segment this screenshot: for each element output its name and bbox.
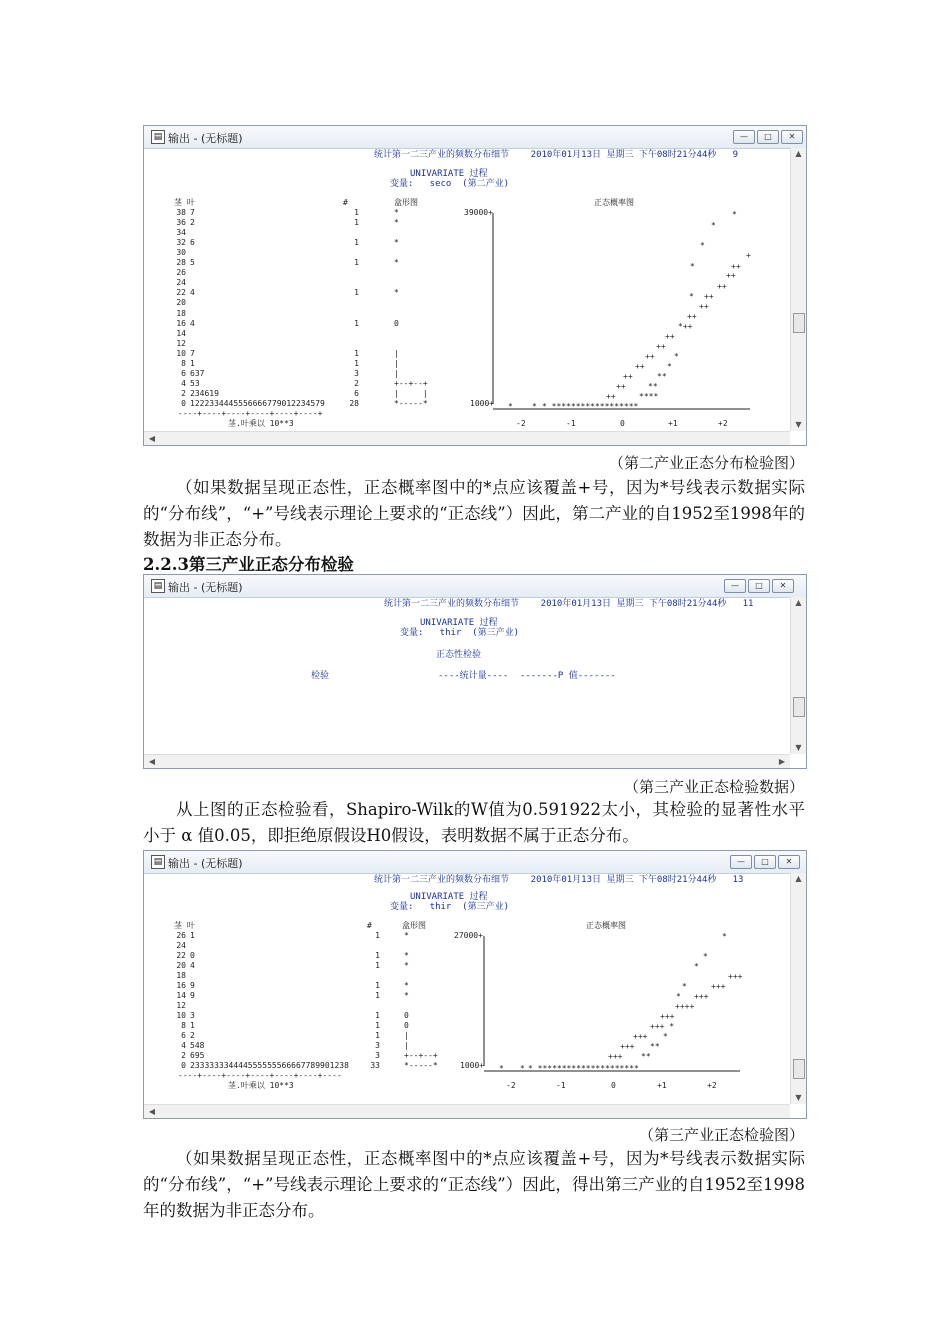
minimize-button[interactable]: — <box>724 579 746 593</box>
normal-reference-point: +++ <box>620 1042 635 1051</box>
leaf-values: 637 <box>190 368 205 378</box>
count-value: 1 <box>375 991 380 1000</box>
scroll-up-icon[interactable]: ▲ <box>795 149 802 158</box>
count-header: # <box>343 198 348 207</box>
boxplot-glyph: | | <box>394 388 428 398</box>
normal-reference-point: ++ <box>687 312 697 321</box>
output-text-area[interactable] <box>148 873 790 1104</box>
boxplot-glyph: 0 <box>404 1011 409 1020</box>
normal-reference-point: ++ <box>665 332 675 341</box>
normal-reference-point: +++ <box>711 982 726 991</box>
figure-caption: （第三产业正态检验图） <box>638 1126 804 1144</box>
observed-point: * <box>663 1032 668 1041</box>
x-tick-label: 0 <box>620 419 625 428</box>
observed-point: * <box>694 962 699 971</box>
normality-test-title: 正态性检验 <box>436 650 482 660</box>
window-title: 输出 - (无标题) <box>168 132 243 145</box>
leaf-values: 233333334444555555566667789901238 <box>190 1061 349 1070</box>
variable-label: 变量: thir (第三产业) <box>390 902 510 912</box>
sas-output-window-2 <box>143 574 807 769</box>
leaf-values: 1 <box>190 1021 195 1030</box>
count-value: 1 <box>375 1031 380 1040</box>
boxplot-header: 盒形图 <box>402 921 426 930</box>
boxplot-glyph: * <box>404 931 409 940</box>
normal-reference-point: +++ * <box>650 1022 675 1031</box>
scroll-left-icon[interactable]: ◀ <box>148 434 156 443</box>
stem-value: 38 <box>176 208 186 217</box>
horizontal-scrollbar[interactable] <box>144 431 790 445</box>
scroll-thumb[interactable] <box>793 697 805 717</box>
count-value: 3 <box>354 368 359 378</box>
stem-value: 20 <box>176 298 186 308</box>
normal-reference-point: +++ <box>728 972 743 981</box>
x-tick-label: -1 <box>556 1081 566 1090</box>
procedure-name: UNIVARIATE 过程 <box>420 618 498 628</box>
stem-leaf-footer: 茎.叶乘以 10**3 <box>228 419 294 428</box>
sas-output-window-3 <box>143 850 807 1119</box>
observed-point: ** <box>657 372 667 381</box>
x-tick-label: +2 <box>707 1081 717 1090</box>
report-header: 统计第一二三产业的频数分布细节 2010年01月13日 星期三 下午08时21分44秒 9 <box>374 150 739 160</box>
x-tick-label: 0 <box>611 1081 616 1090</box>
boxplot-glyph: *-----* <box>404 1061 438 1070</box>
maximize-button[interactable]: □ <box>748 579 770 593</box>
count-value: 1 <box>375 961 380 970</box>
count-value: 2 <box>354 378 359 388</box>
count-value: 1 <box>354 348 359 358</box>
window-titlebar[interactable] <box>144 126 806 149</box>
stem-value: 14 <box>176 991 186 1000</box>
prob-y-top-label: 27000+ <box>454 931 483 940</box>
maximize-button[interactable]: □ <box>754 855 776 869</box>
report-header: 统计第一二三产业的频数分布细节 2010年01月13日 星期三 下午08时21分44秒 11 <box>384 599 754 609</box>
test-column-header: 检验 <box>311 671 330 681</box>
window-title: 输出 - (无标题) <box>168 857 243 870</box>
stem-value: 34 <box>176 228 186 238</box>
paragraph: （如果数据呈现正态性，正态概率图中的*点应该覆盖+号，因为*号线表示数据实际的“分布线”，“+”号线表示理论上要求的“正态线”）因此，第二产业的自1952至1998年的数据为非正态分布。 <box>143 478 805 549</box>
normal-probability-plot-3 <box>148 873 788 1103</box>
boxplot-glyph: * <box>404 961 409 970</box>
window-title: 输出 - (无标题) <box>168 581 243 594</box>
normal-reference-point: ++ <box>704 292 714 301</box>
leaf-values: 7 <box>190 208 195 217</box>
leaf-values: 548 <box>190 1041 205 1050</box>
stem-value: 18 <box>176 971 186 980</box>
observed-point: *++ <box>678 322 693 331</box>
section-heading: 2.2.3第三产业正态分布检验 <box>143 555 354 574</box>
observed-point: * <box>499 1064 504 1073</box>
stem-value: 16 <box>176 318 186 328</box>
observed-point: ** <box>641 1052 651 1061</box>
paragraph: （如果数据呈现正态性，正态概率图中的*点应该覆盖+号，因为*号线表示数据实际的“分布线”，“+”号线表示理论上要求的“正态线”）因此，得出第三产业的自1952至1998年的数据为非正态分布。 <box>143 1149 805 1220</box>
x-tick-label: -1 <box>566 419 576 428</box>
leaf-values: 4 <box>190 288 195 298</box>
leaf-values: 0 <box>190 951 195 960</box>
figure-caption: （第二产业正态分布检验图） <box>608 454 804 472</box>
count-value: 1 <box>354 238 359 248</box>
boxplot-glyph: * <box>394 288 399 298</box>
observed-point: * <box>508 402 513 411</box>
normal-reference-point: ++ <box>645 352 655 361</box>
boxplot-glyph: +--+--+ <box>404 1051 438 1060</box>
stem-value: 14 <box>176 328 186 338</box>
stem-value: 12 <box>176 338 186 348</box>
observed-point: * <box>667 362 672 371</box>
leaf-values: 1222334445556666779012234579 <box>190 398 325 408</box>
boxplot-glyph: | <box>404 1041 409 1050</box>
observed-point: * <box>703 952 708 961</box>
procedure-name: UNIVARIATE 过程 <box>410 892 488 902</box>
stem-value: 0 <box>181 1061 186 1070</box>
count-value: 3 <box>375 1051 380 1060</box>
stem-value: 6 <box>181 368 186 378</box>
stem-value: 16 <box>176 981 186 990</box>
scroll-thumb[interactable] <box>793 1059 805 1079</box>
sas-output-window-1 <box>143 125 807 446</box>
prob-y-bottom-label: 1000+ <box>460 1061 485 1070</box>
normal-reference-point: ++ <box>717 282 727 291</box>
count-value: 1 <box>375 1021 380 1030</box>
scroll-thumb[interactable] <box>793 313 805 333</box>
scroll-down-icon[interactable]: ▼ <box>795 420 802 429</box>
stem-value: 24 <box>176 278 186 288</box>
normal-prob-header: 正态概率图 <box>594 198 634 207</box>
normal-reference-point: ++ <box>616 382 626 391</box>
report-header: 统计第一二三产业的频数分布细节 2010年01月13日 星期三 下午08时21分44秒 13 <box>374 875 744 885</box>
output-window-icon: ▤ <box>151 130 165 144</box>
stem-value: 8 <box>181 1021 186 1030</box>
count-value: 33 <box>370 1061 380 1070</box>
leaf-values: 234619 <box>190 388 219 398</box>
observed-point: **** <box>639 392 659 401</box>
count-value: 1 <box>354 358 359 368</box>
count-value: 1 <box>375 931 380 940</box>
close-button[interactable]: ✕ <box>781 130 803 144</box>
normal-reference-point: ++++ <box>675 1002 695 1011</box>
minimize-button[interactable]: — <box>733 130 755 144</box>
observed-point: * <box>676 992 681 1001</box>
stem-value: 30 <box>176 248 186 258</box>
paragraph: 从上图的正态检验看，Shapiro-Wilk的W值为0.591922太小，其检验的显著性水平小于 α 值0.05，即拒绝原假设H0假设，表明数据不属于正态分布。 <box>143 800 805 845</box>
leaf-values: 53 <box>190 378 200 388</box>
observed-point: * <box>700 241 705 250</box>
variable-label: 变量: seco (第二产业) <box>390 179 510 189</box>
leaf-values: 3 <box>190 1011 195 1020</box>
scroll-up-icon[interactable]: ▲ <box>795 874 802 883</box>
count-header: # <box>367 921 372 930</box>
normal-reference-point: ++ <box>731 262 741 271</box>
stem-value: 10 <box>176 1011 186 1020</box>
normal-reference-point: +++ <box>660 1012 675 1021</box>
boxplot-glyph: * <box>394 258 399 268</box>
normal-reference-point: +++ <box>608 1052 623 1061</box>
stem-value: 4 <box>181 1041 186 1050</box>
boxplot-glyph: | <box>394 368 399 378</box>
observed-point: * <box>711 221 716 230</box>
scroll-up-icon[interactable]: ▲ <box>795 598 802 607</box>
stem-value: 8 <box>181 358 186 368</box>
variable-label: 变量: thir (第三产业) <box>400 628 520 638</box>
normal-reference-point: + <box>746 251 751 260</box>
horizontal-scrollbar[interactable] <box>144 1104 790 1118</box>
stem-value: 0 <box>181 398 186 408</box>
stem-value: 10 <box>176 348 186 358</box>
boxplot-glyph: +--+--+ <box>394 378 428 388</box>
count-value: 3 <box>375 1041 380 1050</box>
x-tick-label: +2 <box>718 419 728 428</box>
observed-point: * ********************* <box>528 1064 639 1073</box>
observed-point: * <box>690 262 695 271</box>
observed-point: * <box>532 402 537 411</box>
close-button[interactable]: ✕ <box>778 855 800 869</box>
prob-y-bottom-label: 1000+ <box>470 399 495 408</box>
stem-value: 26 <box>176 931 186 940</box>
observed-point: * <box>520 1064 525 1073</box>
output-window-icon: ▤ <box>151 855 165 869</box>
normal-prob-header: 正态概率图 <box>586 921 626 930</box>
stem-value: 22 <box>176 951 186 960</box>
count-value: 1 <box>375 981 380 990</box>
normal-reference-point: ++ <box>635 362 645 371</box>
close-button[interactable]: ✕ <box>772 579 794 593</box>
pvalue-column-header: -------P 值------- <box>520 671 616 681</box>
stem-value: 4 <box>181 378 186 388</box>
normal-reference-point: +++ <box>633 1032 648 1041</box>
stem-value: 12 <box>176 1001 186 1010</box>
observed-point: * <box>674 352 679 361</box>
observed-point: ** <box>650 1042 660 1051</box>
observed-point: * <box>682 982 687 991</box>
x-tick-label: -2 <box>516 419 526 428</box>
stem-value: 28 <box>176 258 186 268</box>
normal-reference-point: ++ <box>656 342 666 351</box>
leaf-values: 2 <box>190 1031 195 1040</box>
boxplot-glyph: 0 <box>404 1021 409 1030</box>
count-value: 6 <box>354 388 359 398</box>
vertical-scrollbar[interactable] <box>790 148 806 431</box>
leaf-values: 7 <box>190 348 195 358</box>
maximize-button[interactable]: □ <box>757 130 779 144</box>
normal-reference-point: ++ <box>699 302 709 311</box>
boxplot-glyph: * <box>404 991 409 1000</box>
stem-value: 22 <box>176 288 186 298</box>
count-value: 1 <box>375 951 380 960</box>
stem-leaf-footer-rule: ----+----+----+----+----+----+---- <box>178 1071 342 1080</box>
stem-leaf-footer: 茎.叶乘以 10**3 <box>228 1081 294 1090</box>
stem-value: 24 <box>176 941 186 950</box>
count-value: 28 <box>349 398 359 408</box>
window-titlebar[interactable] <box>144 851 806 874</box>
leaf-values: 2 <box>190 218 195 228</box>
normal-reference-point: ++ <box>623 372 633 381</box>
boxplot-glyph: * <box>394 238 399 248</box>
window-titlebar[interactable] <box>144 575 806 598</box>
stem-value: 2 <box>181 1051 186 1060</box>
count-value: 1 <box>375 1011 380 1020</box>
count-value: 1 <box>354 218 359 228</box>
vertical-scrollbar[interactable] <box>790 597 806 754</box>
scroll-right-icon[interactable]: ▶ <box>778 757 786 766</box>
stem-value: 18 <box>176 308 186 318</box>
boxplot-glyph: * <box>404 951 409 960</box>
leaf-values: 6 <box>190 238 195 248</box>
stem-value: 20 <box>176 961 186 970</box>
scroll-left-icon[interactable]: ◀ <box>148 1107 156 1116</box>
count-value: 1 <box>354 288 359 298</box>
observed-point: * <box>722 932 727 941</box>
stem-leaf-header: 茎 叶 <box>174 198 195 207</box>
boxplot-glyph: | <box>394 348 399 358</box>
x-tick-label: +1 <box>657 1081 667 1090</box>
stem-leaf-footer-rule: ----+----+----+----+----+----+ <box>178 409 323 418</box>
x-tick-label: +1 <box>668 419 678 428</box>
count-value: 1 <box>354 258 359 268</box>
stat-column-header: ----统计量---- <box>438 671 509 681</box>
leaf-values: 9 <box>190 981 195 990</box>
normal-reference-point: ++ <box>606 392 616 401</box>
boxplot-glyph: * <box>404 981 409 990</box>
boxplot-glyph: *-----* <box>394 398 428 408</box>
vertical-scrollbar[interactable] <box>790 873 806 1104</box>
stem-value: 2 <box>181 388 186 398</box>
leaf-values: 1 <box>190 931 195 940</box>
boxplot-glyph: * <box>394 218 399 228</box>
stem-value: 32 <box>176 238 186 248</box>
boxplot-glyph: * <box>394 208 399 217</box>
leaf-values: 4 <box>190 318 195 328</box>
horizontal-scrollbar[interactable] <box>144 754 790 768</box>
x-tick-label: -2 <box>506 1081 516 1090</box>
leaf-values: 4 <box>190 961 195 970</box>
leaf-values: 695 <box>190 1051 205 1060</box>
normal-reference-point: +++ <box>694 992 709 1001</box>
figure-caption: （第三产业正态检验数据） <box>623 778 804 796</box>
stem-leaf-header: 茎 叶 <box>174 921 195 930</box>
boxplot-glyph: | <box>394 358 399 368</box>
normal-reference-point: ++ <box>726 271 736 280</box>
leaf-values: 1 <box>190 358 195 368</box>
count-value: 1 <box>354 318 359 328</box>
count-value: 1 <box>354 208 359 217</box>
boxplot-glyph: 0 <box>394 318 399 328</box>
stem-value: 36 <box>176 218 186 228</box>
observed-point: * <box>732 210 737 219</box>
scroll-down-icon[interactable]: ▼ <box>795 1093 802 1102</box>
output-text-area[interactable] <box>148 148 790 431</box>
stem-value: 26 <box>176 268 186 278</box>
leaf-values: 5 <box>190 258 195 268</box>
stem-value: 6 <box>181 1031 186 1040</box>
prob-y-top-label: 39000+ <box>464 208 493 217</box>
normal-probability-plot-1 <box>148 148 788 431</box>
scroll-down-icon[interactable]: ▼ <box>795 743 802 752</box>
minimize-button[interactable]: — <box>730 855 752 869</box>
boxplot-header: 盒形图 <box>394 198 418 207</box>
scroll-left-icon[interactable]: ◀ <box>148 757 156 766</box>
observed-point: * <box>689 292 694 301</box>
observed-point: * ****************** <box>542 402 639 411</box>
output-text-area[interactable] <box>148 597 790 754</box>
output-window-icon: ▤ <box>151 579 165 593</box>
procedure-name: UNIVARIATE 过程 <box>410 169 488 179</box>
boxplot-glyph: | <box>404 1031 409 1040</box>
observed-point: ** <box>648 382 658 391</box>
leaf-values: 9 <box>190 991 195 1000</box>
